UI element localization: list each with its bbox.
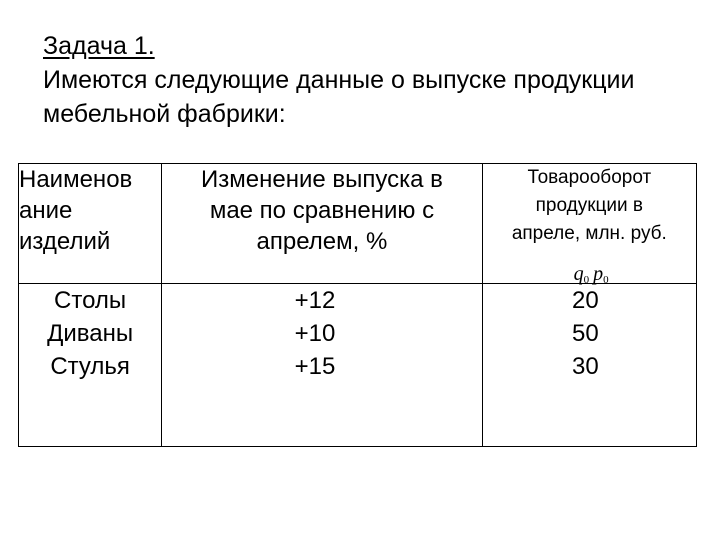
task-description	[43, 63, 703, 131]
formula-q-subscript: 0	[583, 274, 590, 286]
cell-product-names	[19, 284, 162, 447]
turnover-value-1: 20	[571, 287, 599, 314]
header-turnover-line-1: Товарооборот	[527, 167, 652, 188]
table-header-row	[19, 164, 697, 284]
output-change-1: +12	[294, 287, 336, 314]
product-name-2: Диваны	[47, 320, 134, 347]
product-name-1: Столы	[54, 287, 127, 314]
header-turnover-line-2: продукции в	[535, 195, 644, 216]
formula-q0-p0	[574, 260, 613, 294]
task-title: Задача 1.	[43, 32, 155, 60]
production-table	[18, 163, 697, 447]
header-output-change-line-3: апрелем, %	[256, 228, 388, 255]
cell-turnover-values	[482, 284, 696, 447]
header-product-name-line-2: ание	[19, 197, 73, 224]
table-body-row	[19, 284, 697, 447]
header-output-change-line-1: Изменение выпуска в	[200, 166, 443, 193]
header-turnover-line-3: апреле, млн. руб.	[511, 223, 667, 244]
formula-p: p	[593, 263, 604, 285]
cell-output-changes	[162, 284, 482, 447]
output-change-3: +15	[294, 353, 336, 380]
header-output-change-line-2: мае по сравнению с	[209, 197, 435, 224]
task-description-line-2: мебельной фабрики:	[43, 100, 286, 128]
output-change-2: +10	[294, 320, 336, 347]
formula-p-subscript: 0	[603, 274, 609, 286]
formula-q: q	[573, 263, 584, 285]
header-output-change	[162, 164, 482, 284]
header-turnover	[482, 164, 696, 284]
turnover-value-3: 30	[571, 353, 599, 380]
product-name-3: Стулья	[50, 353, 130, 380]
header-product-name-line-1: Наименов	[19, 166, 133, 193]
turnover-value-2: 50	[571, 320, 599, 347]
task-description-line-1: Имеются следующие данные о выпуске продукции	[43, 66, 635, 94]
header-product-name-line-3: изделий	[19, 228, 111, 255]
header-product-name	[19, 164, 162, 284]
